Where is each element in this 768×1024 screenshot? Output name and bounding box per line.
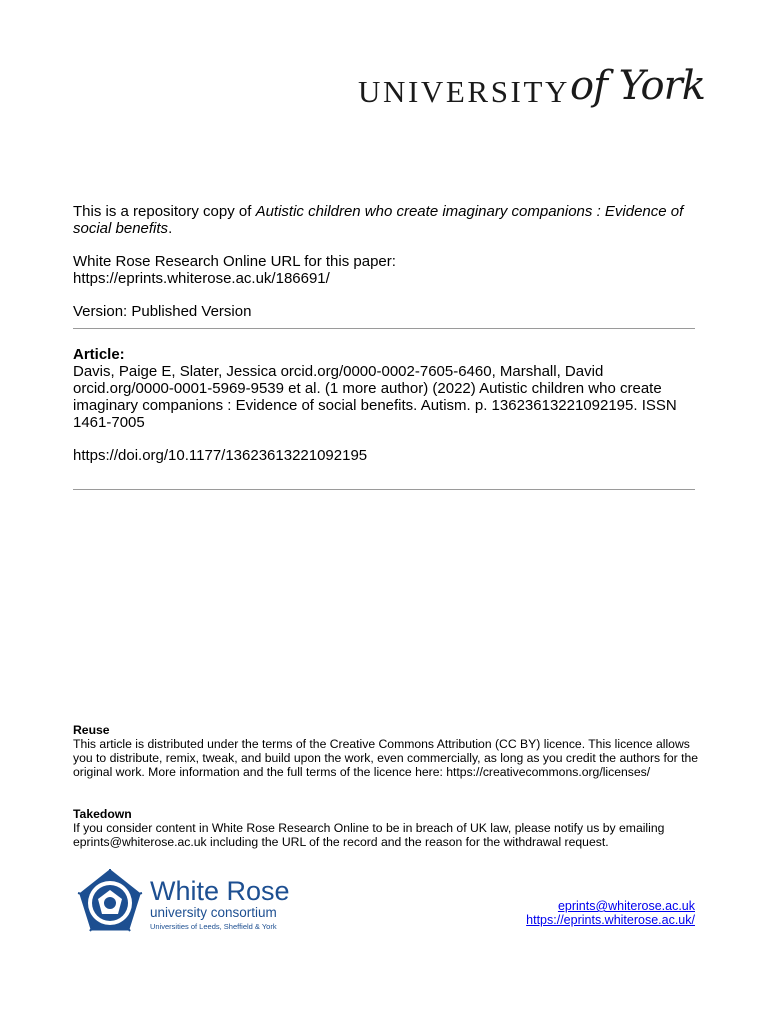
- article-heading: Article:: [73, 346, 125, 363]
- white-rose-logo: [74, 866, 296, 938]
- logo-script-text: of York: [570, 63, 705, 109]
- repository-intro: [73, 203, 695, 237]
- article-block: [73, 346, 695, 431]
- email-link[interactable]: eprints@whiterose.ac.uk: [557, 899, 695, 913]
- version-text: Version: Published Version: [73, 303, 252, 320]
- takedown-section: [73, 807, 703, 849]
- university-of-york-logo: [358, 63, 705, 122]
- logo-title: White Rose: [150, 876, 290, 906]
- site-link[interactable]: https://eprints.whiterose.ac.uk/: [526, 913, 695, 927]
- url-label: White Rose Research Online URL for this paper:: [73, 253, 396, 270]
- reuse-heading: Reuse: [73, 723, 110, 737]
- article-doi[interactable]: https://doi.org/10.1177/13623613221092195: [73, 447, 368, 464]
- paper-title: Autistic children who create imaginary companions : Evidence of social benefits: [73, 203, 684, 237]
- reuse-section: [73, 723, 703, 779]
- intro-suffix: .: [168, 220, 173, 237]
- footer-links: [526, 899, 695, 927]
- divider-top: [73, 328, 695, 329]
- logo-tagline: Universities of Leeds, Sheffield & York: [150, 922, 277, 931]
- intro-prefix: This is a repository copy of: [73, 203, 256, 220]
- white-rose-emblem-icon: [74, 866, 296, 938]
- paper-url[interactable]: https://eprints.whiterose.ac.uk/186691/: [73, 270, 330, 287]
- takedown-text: If you consider content in White Rose Research Online to be in breach of UK law, please notify us by emailing eprints@whiterose.ac.uk including the URL of the record and the reason for the withdrawal request.: [73, 821, 665, 849]
- article-citation: Davis, Paige E, Slater, Jessica orcid.org/0000-0002-7605-6460, Marshall, David orcid.org/0000-0001-5969-9539 et al. (1 more author) (2022) Autistic children who create imaginary companions : Evidence of social benefits. Autism. p. 13623613221092195. ISSN 1461-7005: [73, 363, 677, 431]
- logo-caps-text: UNIVERSITY: [358, 74, 570, 109]
- url-block: [73, 253, 695, 287]
- logo-subtitle: university consortium: [150, 905, 277, 920]
- divider-bottom: [73, 489, 695, 490]
- takedown-heading: Takedown: [73, 807, 132, 821]
- reuse-text: This article is distributed under the terms of the Creative Commons Attribution (CC BY) licence. This licence allows you to distribute, remix, tweak, and build upon the work, even commercially, as long as you credit the authors for the original work. More information and the full terms of the licence here: https://creativecommons.org/licenses/: [73, 737, 699, 779]
